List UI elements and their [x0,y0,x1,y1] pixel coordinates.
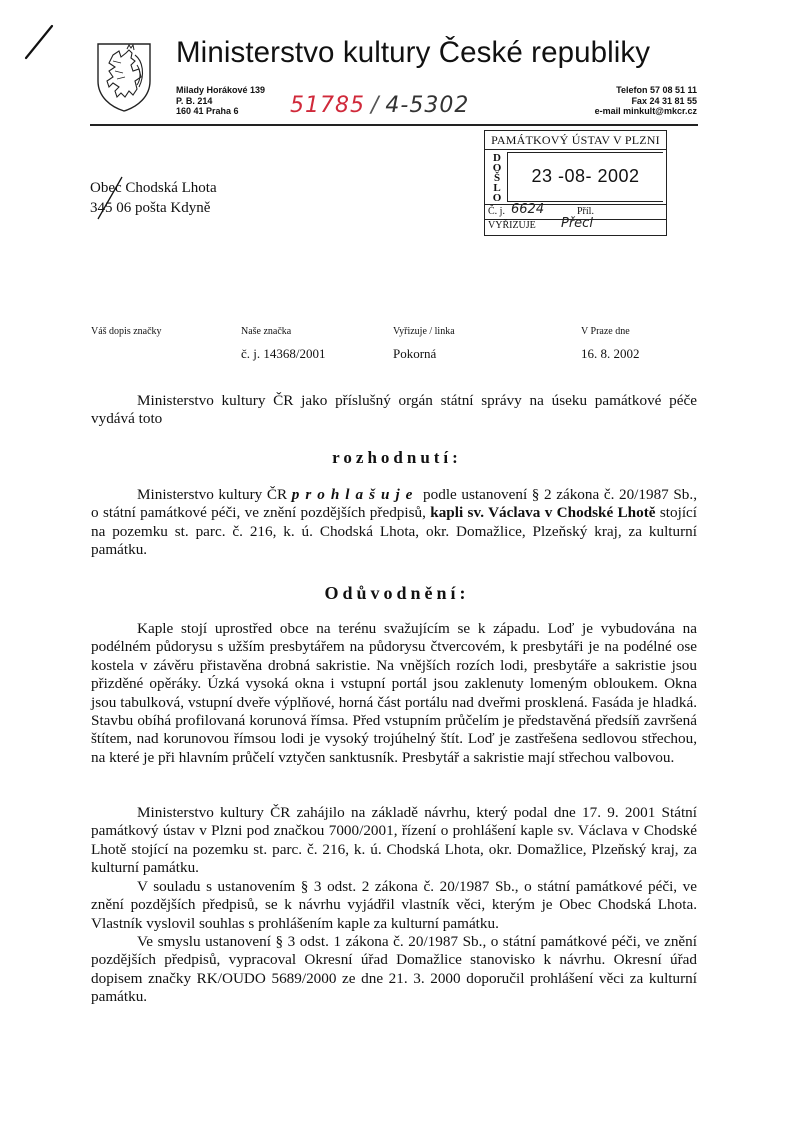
stamp-letter: L [493,182,501,194]
address-line: 160 41 Praha 6 [176,106,239,116]
your-ref-label: Váš dopis značky [91,326,162,337]
handwritten-slash-mark [22,22,58,62]
stamp-date-box [507,152,663,202]
receipt-stamp [484,130,667,236]
handwritten-dark-number: 4-5302 [385,93,470,118]
decision-verb: prohlašuje [291,486,419,503]
stamp-handled-row [485,216,666,234]
email: e-mail minkult@mkcr.cz [594,106,697,116]
ministry-title: Ministerstvo kultury České republiky [176,36,651,69]
our-ref-label: Naše značka [241,326,292,337]
stamp-handled-label: VYŘIZUJE [488,220,536,231]
handwritten-reference-number [290,93,469,118]
address-line: P. B. 214 [176,95,213,106]
decision-text: stojící na pozemku st. parc. č. 216, k. ú. Chodská Lhota, okr. Domažlice, Plzeňský kraj, za kulturní památku. [91,504,697,559]
stamp-date: 23 -08- 2002 [531,166,640,186]
stamp-letter: Š [493,172,501,184]
header-divider [90,124,698,126]
decision-heading: rozhodnutí: [332,448,462,467]
fax: Fax 24 31 81 55 [631,95,697,106]
justification-heading: Odůvodnění: [324,583,470,603]
place-date-label: V Praze dne [581,326,630,337]
decision-object: kapli sv. Václava v Chodské Lhotě [430,504,656,522]
handled-by-value: Pokorná [393,346,437,361]
handwritten-strike-mark [96,173,136,223]
stamp-signature: Přecl [561,216,593,231]
justification-paragraph-2: Ministerstvo kultury ČR zahájilo na základě návrhu, který podal dne 17. 9. 2001 Státní památkový ústav v Plzni pod značkou 7000/2001, řízení o prohlášení kaple sv. Václava v Chodské Lhotě stojící na pozemku st. parc. č. 216, k. ú. Chodská Lhota, okr. Domažlice, Plzeňský kraj, za kulturní památku. [91,804,697,877]
decision-paragraph [91,486,697,560]
ministry-contact [595,85,697,117]
stamp-attachments-label: Příl. [577,206,594,217]
handwritten-slash: / [371,93,380,118]
stamp-side-label [491,153,503,203]
recipient-line1: Obec Chodská Lhota [90,180,217,196]
address-line: Milady Horákové 139 [176,85,266,95]
decision-text: Ministerstvo kultury ČR [137,486,292,503]
stamp-number-label: Č. j. [488,206,505,217]
stamp-number-value: 6624 [511,202,545,217]
recipient-line2: 345 06 pošta Kdyně [90,200,211,216]
handled-by-label: Vyřizuje / linka [393,326,455,337]
decision-text: podle ustanovení § 2 zákona č. 20/1987 Sb., o státní památkové péči, ve znění pozdějších předpisů, [91,486,697,522]
stamp-letter: D [493,152,501,164]
justification-paragraph-4: Ve smyslu ustanovení § 3 odst. 1 zákona č. 20/1987 Sb., o státní památkové péči, ve znění pozdějších předpisů, vypracoval Okresní úřad Domažlice stanovisko k návrhu. Okresní úřad dopisem značky RK/OUDO 5689/2000 ze dne 21. 3. 2000 doporučil prohlášení věci za kulturní památku. [91,933,697,1006]
justification-paragraph-1: Kaple stojí uprostřed obce na terénu svažujícím se k západu. Loď je vybudována na podélném půdorysu s užším presbytářem na půdorysu čtvercovém, k presbytáři je na podélné ose kostela v závěru přistavěna drobná sakristie. Na vnějších rozích lodi, presbytáře a sakristie jsou přizděné opěráky. Úzká vysoká okna i vstupní portál jsou zaklenuty lomeným obloukem. Okna jsou tabulková, vstupní dveře výplňové, horná část portálu nad dveřmi prosklená. Fasáda je hladká. Stavbu obíhá profilovaná korunová římsa. Před vstupním průčelím je představěná předsíň završená štítem, nad korunovou římsou lodi je vysoký trojúhelný štít. Loď je zastřešena sedlovou střechou, na které je při hlavním průčelí vztyčen sanktusník. Presbytář a sakristie mají střechou valbovou. [91,620,697,766]
ministry-address [176,85,265,117]
czech-lion-coat-of-arms-icon [95,41,153,113]
our-ref-value: č. j. 14368/2001 [241,346,326,361]
phone: Telefon 57 08 51 11 [616,85,697,95]
place-date-value: 16. 8. 2002 [581,346,640,361]
intro-paragraph: Ministerstvo kultury ČR jako příslušný orgán státní správy na úseku památkové péče vydává toto [91,392,697,428]
justification-paragraph-3: V souladu s ustanovením § 3 odst. 2 zákona č. 20/1987 Sb., o státní památkové péči, ve znění pozdějších předpisů, se k návrhu vyjádřil vlastník věci, kterým je Obec Chodská Lhota. Vlastník vyslovil souhlas s prohlášením kaple za kulturní památku. [91,878,697,932]
stamp-letter: O [492,192,502,204]
stamp-letter: O [492,162,502,174]
handwritten-red-number: 51785 [290,93,365,118]
stamp-institution: PAMÁTKOVÝ ÚSTAV V PLZNI [485,131,666,150]
